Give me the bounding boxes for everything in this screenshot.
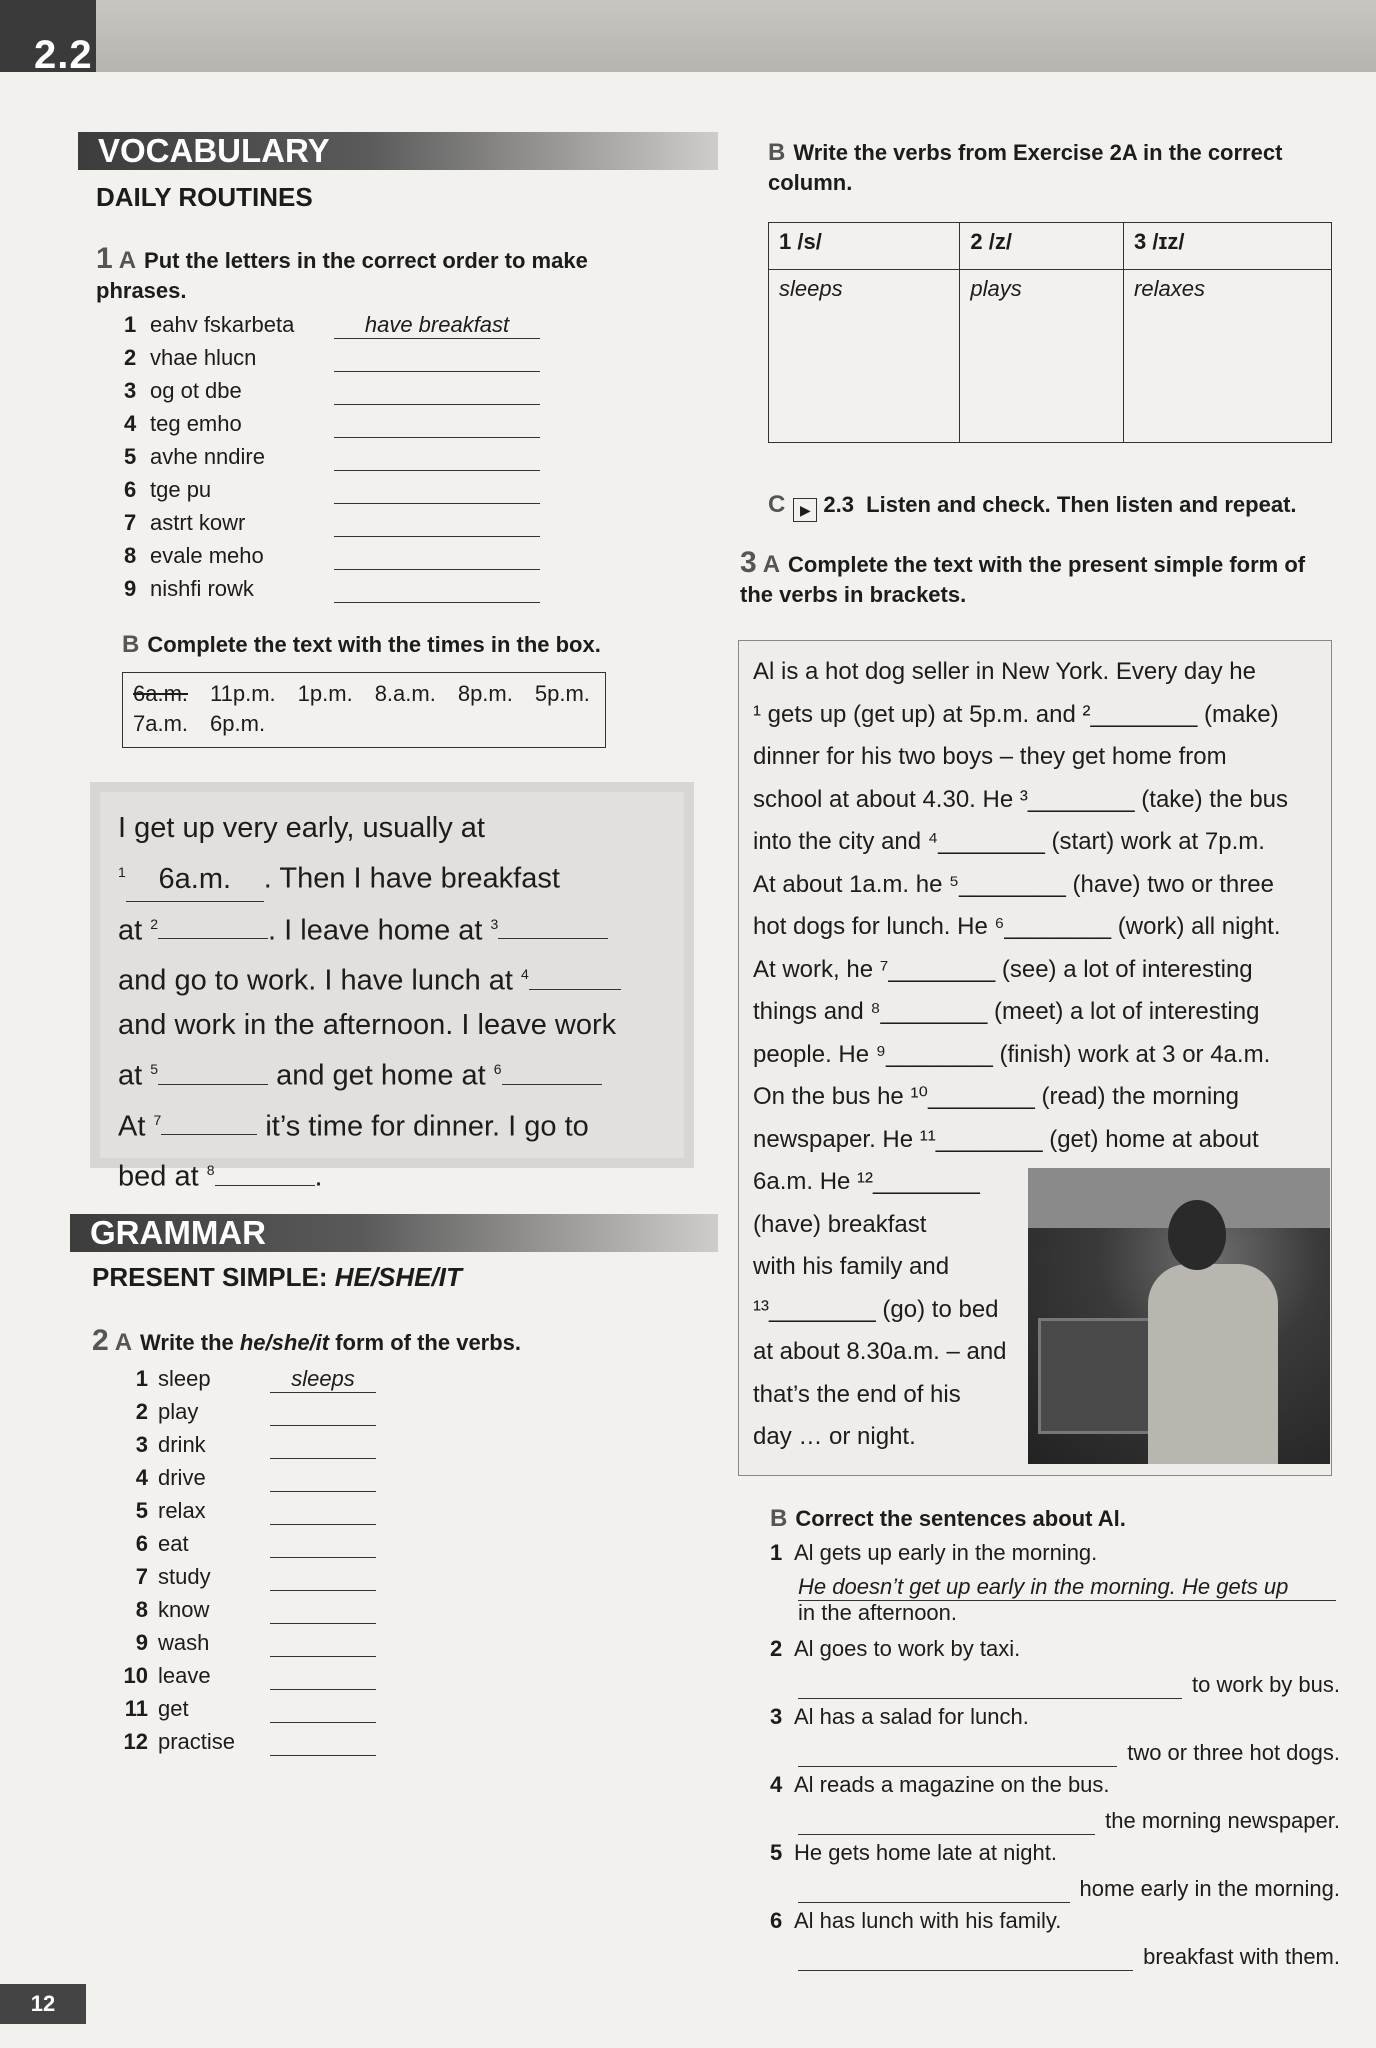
answer-blank[interactable] (798, 1902, 1070, 1904)
scrambled-phrase: nishfi rowk (150, 576, 254, 601)
ex2a-item (114, 1498, 206, 1528)
example-answer-cont: in the afternoon. (798, 1600, 958, 1625)
daily-routines-subheading: DAILY ROUTINES (96, 182, 313, 212)
answer-blank[interactable] (270, 1663, 376, 1690)
item-number: 2 (124, 345, 137, 370)
ex1b-text-panel (90, 782, 694, 1193)
story-line: hot dogs for lunch. He ⁶________ (work) all night. (753, 913, 1281, 940)
hot-dog-seller-photo (1028, 1168, 1330, 1464)
item-number: 3 (124, 378, 137, 403)
item-number: 8 (135, 1597, 148, 1622)
item-number: 8 (124, 543, 137, 568)
play-icon[interactable]: ▶ (793, 498, 817, 522)
ex2a-item (114, 1531, 189, 1561)
answer-blank[interactable] (270, 1432, 376, 1459)
column-s-header: 1 /s/ (769, 223, 960, 270)
sentence-ending: the morning newspaper. (1105, 1808, 1340, 1833)
answer-blank[interactable] (798, 1970, 1133, 1972)
ex1a-item (124, 576, 254, 606)
answer-blank[interactable]: sleeps (270, 1366, 376, 1393)
ex1a-item (124, 444, 265, 474)
scrambled-phrase: vhae hlucn (150, 345, 257, 370)
top-bar (0, 0, 1376, 72)
ex2a-item (114, 1729, 235, 1759)
ex1a-item (124, 543, 264, 573)
item-number: 3 (135, 1432, 148, 1457)
ex2a-instruction: 2 A Write the he/she/it form of the verbs. (92, 1324, 522, 1357)
ex3b-sentences (770, 1540, 1340, 1980)
ex1a-item (124, 312, 294, 342)
answer-8[interactable] (215, 1185, 315, 1186)
scrambled-phrase: og ot dbe (150, 378, 242, 403)
story-line: On the bus he ¹⁰________ (read) the morning (753, 1083, 1239, 1110)
answer-blank[interactable] (270, 1498, 376, 1525)
verb: know (158, 1597, 210, 1622)
sentence-ending: two or three hot dogs. (1127, 1740, 1340, 1765)
item-number: 4 (124, 411, 137, 436)
ex3a-instruction: 3 A Complete the text with the present simple form of the verbs in brackets. (740, 546, 1306, 607)
ex2a-item (114, 1597, 209, 1627)
scrambled-phrase: tge pu (150, 477, 212, 502)
ex2b-instruction: B Write the verbs from Exercise 2A in the correct column. (768, 139, 1283, 195)
answer-blank[interactable] (798, 1834, 1095, 1836)
answer-4[interactable] (529, 989, 621, 990)
ex2a-item (114, 1564, 211, 1594)
answer-blank[interactable] (334, 477, 540, 504)
answer-blank[interactable] (270, 1696, 376, 1723)
item-number: 2 (135, 1399, 148, 1424)
scrambled-phrase: evale meho (150, 543, 264, 568)
time-option: 8p.m. (457, 681, 513, 706)
story-line: day … or night. (753, 1423, 916, 1450)
verb: play (158, 1399, 199, 1424)
item-number: 10 (123, 1663, 148, 1688)
time-option: 11p.m. (210, 681, 276, 706)
answer-blank[interactable] (270, 1729, 376, 1756)
ex2a-item (114, 1399, 198, 1429)
verb: drive (158, 1465, 206, 1490)
answer-1[interactable]: 6a.m. (126, 857, 264, 902)
ex1a-item (124, 345, 256, 375)
answer-blank[interactable] (798, 1766, 1117, 1768)
example-answer: He doesn’t get up early in the morning. He gets up (798, 1574, 1336, 1601)
sentence-prompt: 4 Al reads a magazine on the bus. (770, 1772, 1110, 1797)
answer-blank[interactable] (334, 444, 540, 471)
answer-blank[interactable] (270, 1597, 376, 1624)
item-number: 12 (123, 1729, 148, 1754)
ex1a-list (124, 312, 564, 612)
answer-5[interactable] (158, 1084, 268, 1085)
ex2a-item (114, 1663, 211, 1693)
ex1a-item (124, 378, 242, 408)
answer-blank[interactable] (334, 510, 540, 537)
item-number: 7 (135, 1564, 148, 1589)
story-line: that’s the end of his (753, 1380, 961, 1408)
story-line: At work, he ⁷________ (see) a lot of interesting (753, 955, 1253, 983)
grammar-heading: GRAMMAR (70, 1214, 718, 1252)
times-box (122, 672, 606, 748)
answer-7[interactable] (161, 1134, 257, 1135)
answer-blank[interactable] (270, 1564, 376, 1591)
sentence-prompt: 3 Al has a salad for lunch. (770, 1704, 1029, 1729)
answer-blank[interactable] (798, 1698, 1182, 1700)
item-number: 9 (124, 576, 137, 601)
story-line: into the city and ⁴________ (start) work at 7p.m. (753, 828, 1265, 855)
item-number: 1 (135, 1366, 148, 1391)
unit-badge: 2.2 (0, 0, 96, 72)
ex2a-list (114, 1366, 494, 1766)
story-line: people. He ⁹________ (finish) work at 3 or 4a.m. (753, 1040, 1271, 1068)
sentence-prompt: 5 He gets home late at night. (770, 1840, 1057, 1865)
time-option: 5p.m. (534, 681, 590, 706)
page-number: 12 (0, 1984, 86, 2024)
sentence-ending: breakfast with them. (1143, 1944, 1340, 1969)
verb: practise (158, 1729, 236, 1754)
item-number: 11 (124, 1696, 148, 1721)
item-number: 9 (135, 1630, 148, 1655)
answer-blank[interactable] (270, 1630, 376, 1657)
sentence-prompt: 2 Al goes to work by taxi. (770, 1636, 1021, 1661)
story-line: At about 1a.m. he ⁵________ (have) two or three (753, 870, 1274, 898)
story-line: (have) breakfast (753, 1210, 927, 1238)
answer-6[interactable] (502, 1084, 602, 1085)
answer-blank[interactable] (334, 345, 540, 372)
scrambled-phrase: astrt kowr (150, 510, 246, 535)
ex1a-item (124, 411, 242, 441)
scrambled-phrase: eahv fskarbeta (150, 312, 295, 337)
answer-2[interactable] (158, 938, 268, 939)
answer-blank[interactable] (334, 576, 540, 603)
story-line: 6a.m. He ¹²________ (753, 1168, 980, 1195)
time-option: 6a.m. (133, 681, 189, 706)
ex2a-item (114, 1465, 206, 1495)
answer-blank[interactable] (334, 378, 540, 405)
present-simple-subheading: PRESENT SIMPLE: HE/SHE/IT (92, 1262, 462, 1292)
sentence-ending: to work by bus. (1192, 1672, 1340, 1697)
sentence-prompt: 6 Al has lunch with his family. (770, 1908, 1062, 1933)
answer-blank[interactable] (270, 1399, 376, 1426)
verb: drink (158, 1432, 206, 1457)
ex1a-item (124, 510, 245, 540)
item-number: 5 (135, 1498, 148, 1523)
answer-blank[interactable] (334, 411, 540, 438)
verb: get (158, 1696, 189, 1721)
ex1a-instruction: 1 A Put the letters in the correct order to make phrases. (96, 242, 588, 303)
story-line: dinner for his two boys – they get home from (753, 743, 1227, 770)
ex2a-item (114, 1630, 209, 1660)
item-number: 4 (135, 1465, 148, 1490)
verb: study (158, 1564, 211, 1589)
verb: wash (158, 1630, 210, 1655)
vocabulary-heading: VOCABULARY (78, 132, 718, 170)
answer-blank[interactable] (334, 543, 540, 570)
story-line: ¹³________ (go) to bed (753, 1295, 999, 1323)
story-line: Al is a hot dog seller in New York. Every day he (753, 658, 1256, 685)
item-number: 1 (124, 312, 137, 337)
column-s-cell[interactable]: sleeps (769, 270, 960, 443)
ex2a-item (114, 1432, 206, 1462)
answer-3[interactable] (498, 938, 608, 939)
ex1b-text: I get up very early, usually at $^1$ 6a.m. . Then I have breakfast at $^2$ . I leave home at $^3$ and go to work. I have lunch at $^4$ and work in the afternoon. I leave work at $^5$ and get home at $^6$ At $^7$ it’s time for dinner. I go to bed at $^8$ . (118, 806, 678, 1199)
time-option: 1p.m. (297, 681, 353, 706)
item-number: 7 (124, 510, 137, 535)
scrambled-phrase: teg emho (150, 411, 242, 436)
sound-columns-table (768, 222, 1332, 443)
item-number: 6 (124, 477, 137, 502)
time-option: 7a.m. (133, 711, 189, 736)
sentence-prompt: 1 Al gets up early in the morning. (770, 1540, 1098, 1565)
column-z-cell[interactable]: plays (960, 270, 1124, 443)
time-option: 6p.m. (210, 711, 266, 736)
verb: relax (158, 1498, 206, 1523)
story-line: school at about 4.30. He ³________ (take) the bus (753, 785, 1289, 813)
answer-blank[interactable] (270, 1531, 376, 1558)
ex1b-instruction: B Complete the text with the times in the box. (122, 631, 601, 658)
ex2a-item (114, 1366, 211, 1396)
ex2a-item (114, 1696, 189, 1726)
verb: sleep (158, 1366, 211, 1391)
time-option: 8.a.m. (374, 681, 436, 706)
item-number: 5 (124, 444, 137, 469)
story-line: newspaper. He ¹¹________ (get) home at about (753, 1125, 1259, 1153)
story-line: at about 8.30a.m. – and (753, 1338, 1007, 1365)
item-number: 6 (135, 1531, 148, 1556)
verb: leave (158, 1663, 211, 1688)
story-line: ¹ gets up (get up) at 5p.m. and ²________ (make) (753, 700, 1279, 728)
ex2c-instruction: C ▶ 2.3 Listen and check. Then listen and repeat. (768, 490, 1328, 522)
answer-blank[interactable]: have breakfast (334, 312, 540, 339)
sentence-ending: home early in the morning. (1079, 1876, 1340, 1901)
story-line: things and ⁸________ (meet) a lot of interesting (753, 998, 1260, 1025)
scrambled-phrase: avhe nndire (150, 444, 265, 469)
column-z-header: 2 /z/ (960, 223, 1124, 270)
ex1a-item (124, 477, 211, 507)
verb: eat (158, 1531, 189, 1556)
answer-blank[interactable] (270, 1465, 376, 1492)
ex3b-instruction: B Correct the sentences about Al. (770, 1505, 1126, 1532)
column-iz-cell[interactable]: relaxes (1124, 270, 1332, 443)
column-iz-header: 3 /ɪz/ (1124, 223, 1332, 270)
story-line: with his family and (753, 1253, 950, 1280)
